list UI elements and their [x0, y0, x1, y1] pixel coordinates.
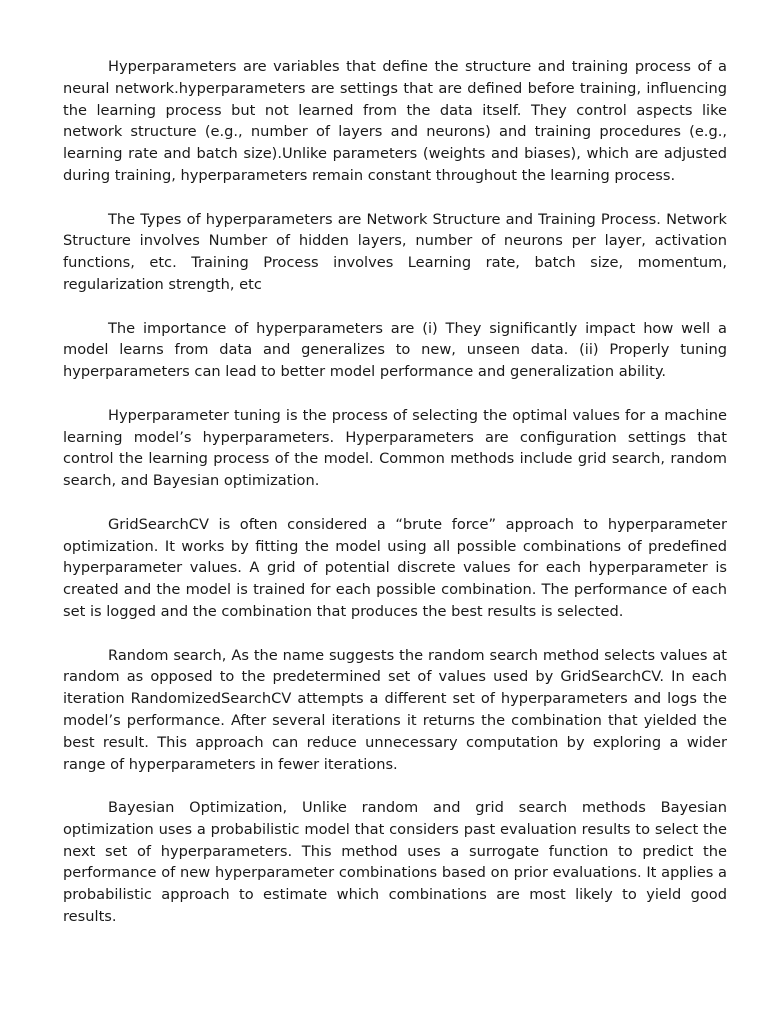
paragraph-hyperparameter-types: The Types of hyperparameters are Network Structure and Training Process. Network Structure involves Number of hidden layers, number of neurons per layer, activation functions, etc. Training Process involves Learning rate, batch size, momentum, regularization strength, etc [63, 210, 727, 293]
document-body [63, 56, 727, 928]
paragraph-hyperparameter-tuning: Hyperparameter tuning is the process of selecting the optimal values for a machine learning model’s hyperparameters. Hyperparameters are configuration settings that control the learning process of the model. Common methods include grid search, random search, and Bayesian optimization. [63, 406, 727, 490]
paragraph-hyperparameter-importance: The importance of hyperparameters are (i) They significantly impact how well a model learns from data and generalizes to new, unseen data. (ii) Properly tuning hyperparameters can lead to better model performance and generalization ability. [63, 319, 727, 381]
paragraph-random-search: Random search, As the name suggests the random search method selects values at random as opposed to the predetermined set of values used by GridSearchCV. In each iteration RandomizedSearchCV attempts a different set of hyperparameters and logs the model’s performance. After several iterations it returns the combination that yielded the best result. This approach can reduce unnecessary computation by exploring a wider range of hyperparameters in fewer iterations. [63, 646, 727, 773]
paragraph-bayesian-optimization: Bayesian Optimization, Unlike random and grid search methods Bayesian optimization uses a probabilistic model that considers past evaluation results to select the next set of hyperparameters. This method uses a surrogate function to predict the performance of new hyperparameter combinations based on prior evaluations. It applies a probabilistic approach to estimate which combinations are most likely to yield good results. [63, 799, 727, 926]
paragraph-hyperparameters-definition: Hyperparameters are variables that define the structure and training process of a neural network.hyperparameters are settings that are defined before training, influencing the learning process but not learned from the data itself. They control aspects like network structure (e.g., number of layers and neurons) and training procedures (e.g., learning rate and batch size).Unlike parameters (weights and biases), which are adjusted during training, hyperparameters remain constant throughout the learning process. [63, 58, 727, 184]
paragraph-grid-search: GridSearchCV is often considered a “brute force” approach to hyperparameter optimization. It works by fitting the model using all possible combinations of predefined hyperparameter values. A grid of potential discrete values for each hyperparameter is created and the model is trained for each possible combination. The performance of each set is logged and the combination that produces the best results is selected. [63, 515, 727, 620]
